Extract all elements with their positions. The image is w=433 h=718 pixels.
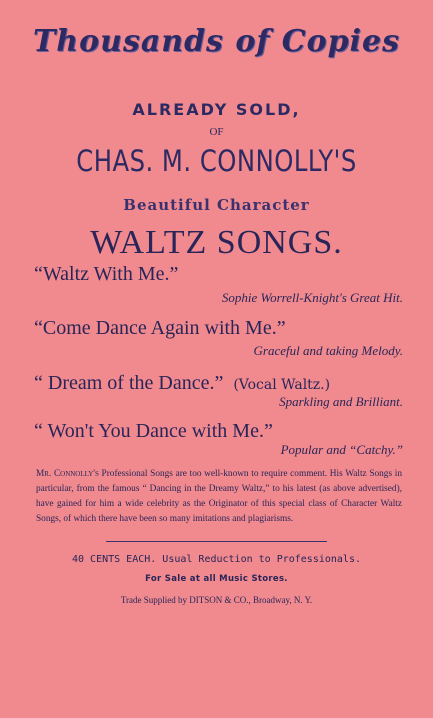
song-note: Popular and “Catchy.” [280, 442, 403, 457]
sale-line: For Sale at all Music Stores. [145, 574, 288, 584]
divider [106, 541, 327, 542]
song-title: “ Won't You Dance with Me.” [34, 420, 273, 442]
of-label: OF [209, 126, 224, 138]
song-title [34, 372, 330, 395]
price-line: 40 CENTS EACH. Usual Reduction to Professionals. [72, 554, 361, 565]
song-note: Sparkling and Brilliant. [279, 394, 403, 409]
paragraph-lead: Mr. Connolly's [36, 469, 99, 479]
subtitle: Beautiful Character [123, 196, 310, 214]
song-note: Sophie Worrell-Knight's Great Hit. [221, 290, 403, 305]
already-sold: ALREADY SOLD, [132, 100, 301, 119]
page-title: WALTZ SONGS. [90, 224, 343, 261]
composer-name: CHAS. M. CONNOLLY'S [76, 144, 357, 179]
description-paragraph [36, 467, 402, 527]
song-title: “Come Dance Again with Me.” [34, 317, 286, 339]
song-note: Graceful and taking Melody. [253, 343, 403, 358]
song-title: “Waltz With Me.” [34, 263, 179, 285]
song-title-text: “ Dream of the Dance.” [34, 372, 224, 394]
song-extra: (Vocal Waltz.) [233, 377, 331, 393]
paragraph-body: Professional Songs are too well-known to require comment. His Waltz Songs in particular, from the famous “ Dancing in the Dreamy Waltz,” to his latest (as above advertised), have gained for him a wide celebrity as the Originator of this special class of Character Waltz Songs, of which there have been so many imitations and plagiarisms. [36, 469, 402, 524]
headline: Thousands of Copies [32, 24, 400, 59]
trade-line: Trade Supplied by DITSON & CO., Broadway, N. Y. [120, 595, 313, 605]
